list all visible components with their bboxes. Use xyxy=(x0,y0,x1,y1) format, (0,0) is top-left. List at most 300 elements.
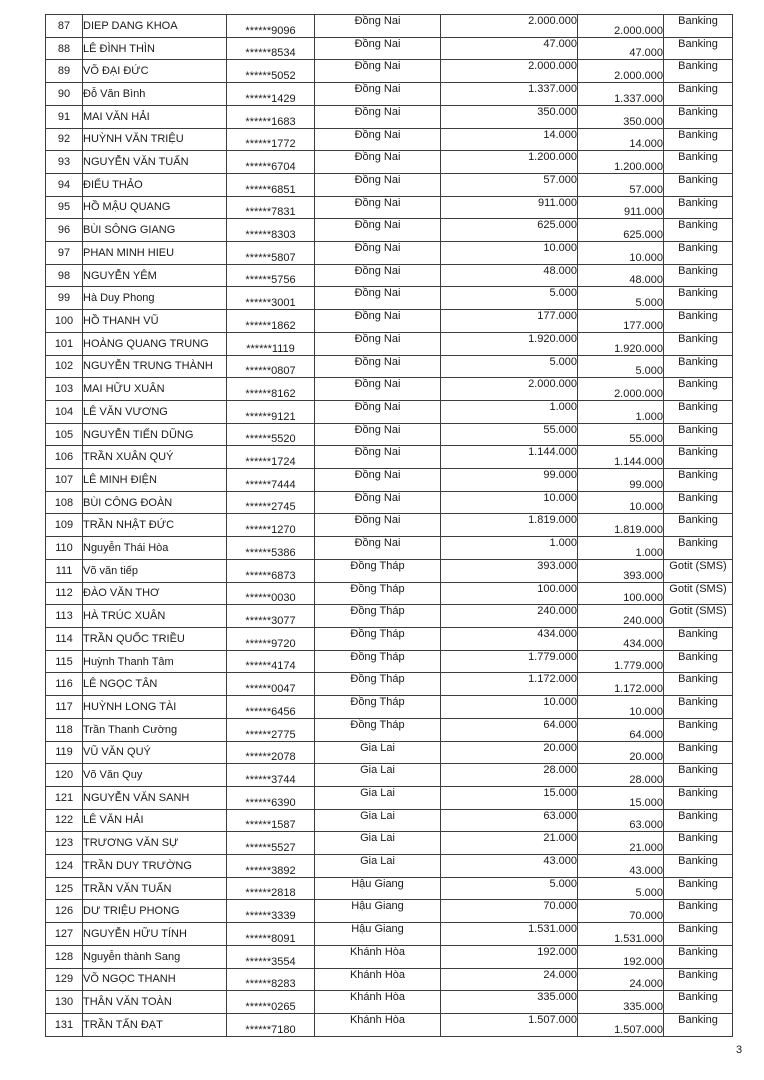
row-number: 111 xyxy=(46,559,83,582)
table-row xyxy=(46,764,733,787)
masked-account: ******1683 xyxy=(227,105,315,128)
masked-account: ******1429 xyxy=(227,83,315,106)
province: Đồng Nai xyxy=(315,469,441,492)
recipient-name: TRẦN TẤN ĐẠT xyxy=(83,1013,227,1036)
amount-paid: 2.000.000 xyxy=(578,15,664,38)
recipient-name: TRẦN NHẬT ĐỨC xyxy=(83,514,227,537)
amount-paid: 99.000 xyxy=(578,469,664,492)
row-number: 96 xyxy=(46,219,83,242)
amount-requested: 1.200.000 xyxy=(441,151,578,174)
amount-requested: 10.000 xyxy=(441,242,578,265)
amount-requested: 1.819.000 xyxy=(441,514,578,537)
row-number: 106 xyxy=(46,446,83,469)
amount-paid: 1.507.000 xyxy=(578,1013,664,1036)
amount-paid: 350.000 xyxy=(578,105,664,128)
payment-method: Banking xyxy=(664,151,733,174)
masked-account: ******0030 xyxy=(227,582,315,605)
amount-requested: 1.531.000 xyxy=(441,923,578,946)
masked-account: ******3077 xyxy=(227,605,315,628)
masked-account: ******2775 xyxy=(227,718,315,741)
amount-paid: 1.172.000 xyxy=(578,673,664,696)
amount-paid: 1.819.000 xyxy=(578,514,664,537)
amount-requested: 70.000 xyxy=(441,900,578,923)
amount-paid: 5.000 xyxy=(578,877,664,900)
recipient-name: HỒ THANH VŨ xyxy=(83,310,227,333)
masked-account: ******2078 xyxy=(227,741,315,764)
payment-method: Banking xyxy=(664,514,733,537)
amount-paid: 15.000 xyxy=(578,786,664,809)
payment-method: Banking xyxy=(664,696,733,719)
masked-account: ******0807 xyxy=(227,355,315,378)
table-row xyxy=(46,60,733,83)
recipient-name: PHAN MINH HIEU xyxy=(83,242,227,265)
masked-account: ******8283 xyxy=(227,968,315,991)
table-row xyxy=(46,332,733,355)
masked-account: ******8091 xyxy=(227,923,315,946)
amount-paid: 100.000 xyxy=(578,582,664,605)
amount-requested: 20.000 xyxy=(441,741,578,764)
recipient-name: HÀ TRÚC XUÂN xyxy=(83,605,227,628)
recipient-name: TRƯƠNG VĂN SỰ xyxy=(83,832,227,855)
amount-requested: 28.000 xyxy=(441,764,578,787)
recipient-name: Trần Thanh Cường xyxy=(83,718,227,741)
masked-account: ******5756 xyxy=(227,264,315,287)
row-number: 108 xyxy=(46,491,83,514)
masked-account: ******9096 xyxy=(227,15,315,38)
row-number: 102 xyxy=(46,355,83,378)
amount-requested: 1.172.000 xyxy=(441,673,578,696)
province: Đồng Tháp xyxy=(315,559,441,582)
amount-paid: 10.000 xyxy=(578,491,664,514)
recipient-name: VÕ ĐẠI ĐỨC xyxy=(83,60,227,83)
amount-paid: 70.000 xyxy=(578,900,664,923)
table-row xyxy=(46,968,733,991)
amount-requested: 47.000 xyxy=(441,37,578,60)
amount-requested: 24.000 xyxy=(441,968,578,991)
table-row xyxy=(46,423,733,446)
amount-requested: 1.507.000 xyxy=(441,1013,578,1036)
amount-paid: 1.200.000 xyxy=(578,151,664,174)
masked-account: ******6704 xyxy=(227,151,315,174)
amount-requested: 5.000 xyxy=(441,877,578,900)
row-number: 92 xyxy=(46,128,83,151)
table-row xyxy=(46,446,733,469)
province: Đồng Tháp xyxy=(315,696,441,719)
table-row xyxy=(46,650,733,673)
table-row xyxy=(46,219,733,242)
row-number: 97 xyxy=(46,242,83,265)
province: Đồng Nai xyxy=(315,378,441,401)
recipient-name: MAI HỮU XUÂN xyxy=(83,378,227,401)
table-row xyxy=(46,900,733,923)
amount-requested: 1.144.000 xyxy=(441,446,578,469)
table-row xyxy=(46,15,733,38)
table-row xyxy=(46,287,733,310)
table-row xyxy=(46,809,733,832)
amount-requested: 911.000 xyxy=(441,196,578,219)
payment-method: Banking xyxy=(664,242,733,265)
table-row xyxy=(46,196,733,219)
table-row xyxy=(46,378,733,401)
payment-method: Banking xyxy=(664,900,733,923)
row-number: 128 xyxy=(46,945,83,968)
payment-method: Banking xyxy=(664,128,733,151)
row-number: 101 xyxy=(46,332,83,355)
province: Đồng Nai xyxy=(315,287,441,310)
recipient-name: ĐÀO VĂN THƠ xyxy=(83,582,227,605)
table-row xyxy=(46,355,733,378)
page-number: 3 xyxy=(736,1044,743,1056)
province: Đồng Tháp xyxy=(315,650,441,673)
table-row xyxy=(46,105,733,128)
recipient-name: LÊ VĂN VƯƠNG xyxy=(83,400,227,423)
amount-requested: 2.000.000 xyxy=(441,60,578,83)
province: Đồng Nai xyxy=(315,332,441,355)
payment-method: Banking xyxy=(664,310,733,333)
table-row xyxy=(46,151,733,174)
recipient-name: BÙI CÔNG ĐOÀN xyxy=(83,491,227,514)
recipient-name: Đỗ Văn Bình xyxy=(83,83,227,106)
masked-account: ******3001 xyxy=(227,287,315,310)
amount-paid: 64.000 xyxy=(578,718,664,741)
province: Đồng Tháp xyxy=(315,582,441,605)
amount-requested: 5.000 xyxy=(441,355,578,378)
table-row xyxy=(46,605,733,628)
row-number: 93 xyxy=(46,151,83,174)
province: Đồng Nai xyxy=(315,310,441,333)
amount-paid: 55.000 xyxy=(578,423,664,446)
payment-method: Banking xyxy=(664,105,733,128)
amount-paid: 20.000 xyxy=(578,741,664,764)
table-row xyxy=(46,469,733,492)
province: Đồng Nai xyxy=(315,15,441,38)
province: Đồng Nai xyxy=(315,151,441,174)
table-row xyxy=(46,491,733,514)
payment-method: Banking xyxy=(664,400,733,423)
payment-method: Banking xyxy=(664,718,733,741)
table-row xyxy=(46,786,733,809)
recipient-name: TRẦN VĂN TUẤN xyxy=(83,877,227,900)
payment-method: Banking xyxy=(664,83,733,106)
amount-requested: 64.000 xyxy=(441,718,578,741)
masked-account: ******7444 xyxy=(227,469,315,492)
province: Đồng Nai xyxy=(315,264,441,287)
province: Đồng Nai xyxy=(315,60,441,83)
payment-method: Banking xyxy=(664,673,733,696)
province: Đồng Nai xyxy=(315,83,441,106)
masked-account: ******9121 xyxy=(227,400,315,423)
row-number: 98 xyxy=(46,264,83,287)
row-number: 116 xyxy=(46,673,83,696)
masked-account: ******1270 xyxy=(227,514,315,537)
recipient-name: HOÀNG QUANG TRUNG xyxy=(83,332,227,355)
recipient-name: NGUYỄN TIẾN DŨNG xyxy=(83,423,227,446)
table-row xyxy=(46,559,733,582)
row-number: 117 xyxy=(46,696,83,719)
province: Đồng Nai xyxy=(315,537,441,560)
table-row xyxy=(46,877,733,900)
province: Đồng Nai xyxy=(315,173,441,196)
row-number: 99 xyxy=(46,287,83,310)
amount-paid: 5.000 xyxy=(578,355,664,378)
amount-paid: 192.000 xyxy=(578,945,664,968)
row-number: 125 xyxy=(46,877,83,900)
row-number: 91 xyxy=(46,105,83,128)
table-row xyxy=(46,264,733,287)
recipient-name: NGUYỄN VĂN TUẤN xyxy=(83,151,227,174)
province: Đồng Tháp xyxy=(315,605,441,628)
amount-requested: 1.000 xyxy=(441,537,578,560)
recipient-name: THÂN VĂN TOÀN xyxy=(83,991,227,1014)
masked-account: ******4174 xyxy=(227,650,315,673)
recipient-name: HỒ MẬU QUANG xyxy=(83,196,227,219)
province: Khánh Hòa xyxy=(315,968,441,991)
amount-paid: 14.000 xyxy=(578,128,664,151)
row-number: 112 xyxy=(46,582,83,605)
payment-method: Banking xyxy=(664,1013,733,1036)
payment-method: Banking xyxy=(664,809,733,832)
recipient-name: NGUYỄN TRUNG THÀNH xyxy=(83,355,227,378)
amount-requested: 335.000 xyxy=(441,991,578,1014)
province: Khánh Hòa xyxy=(315,1013,441,1036)
amount-paid: 240.000 xyxy=(578,605,664,628)
masked-account: ******6851 xyxy=(227,173,315,196)
recipient-name: Võ Văn Quy xyxy=(83,764,227,787)
recipient-name: NGUYỄN VĂN SANH xyxy=(83,786,227,809)
amount-paid: 5.000 xyxy=(578,287,664,310)
province: Đồng Nai xyxy=(315,128,441,151)
table-row xyxy=(46,832,733,855)
payment-method: Banking xyxy=(664,650,733,673)
recipient-name: TRẦN DUY TRƯỜNG xyxy=(83,855,227,878)
table-row xyxy=(46,923,733,946)
payment-method: Banking xyxy=(664,37,733,60)
payment-method: Banking xyxy=(664,378,733,401)
amount-paid: 911.000 xyxy=(578,196,664,219)
amount-paid: 1.779.000 xyxy=(578,650,664,673)
masked-account: ******3892 xyxy=(227,855,315,878)
masked-account: ******6873 xyxy=(227,559,315,582)
row-number: 129 xyxy=(46,968,83,991)
province: Đồng Tháp xyxy=(315,673,441,696)
amount-paid: 10.000 xyxy=(578,696,664,719)
amount-paid: 10.000 xyxy=(578,242,664,265)
recipient-name: LÊ ĐÌNH THÌN xyxy=(83,37,227,60)
table-row xyxy=(46,173,733,196)
table-row xyxy=(46,991,733,1014)
recipient-name: NGUYỄN YÊM xyxy=(83,264,227,287)
amount-paid: 177.000 xyxy=(578,310,664,333)
payment-method: Banking xyxy=(664,355,733,378)
recipient-name: Huỳnh Thanh Tâm xyxy=(83,650,227,673)
masked-account: ******3554 xyxy=(227,945,315,968)
amount-requested: 99.000 xyxy=(441,469,578,492)
row-number: 90 xyxy=(46,83,83,106)
masked-account: ******1772 xyxy=(227,128,315,151)
row-number: 100 xyxy=(46,310,83,333)
province: Gia Lai xyxy=(315,809,441,832)
row-number: 122 xyxy=(46,809,83,832)
payment-method: Gotit (SMS) xyxy=(664,605,733,628)
recipient-name: Hà Duy Phong xyxy=(83,287,227,310)
masked-account: ******6456 xyxy=(227,696,315,719)
masked-account: ******1862 xyxy=(227,310,315,333)
amount-requested: 2.000.000 xyxy=(441,378,578,401)
table-row xyxy=(46,37,733,60)
recipient-name: TRẦN XUÂN QUÝ xyxy=(83,446,227,469)
masked-account: ******8534 xyxy=(227,37,315,60)
row-number: 124 xyxy=(46,855,83,878)
row-number: 103 xyxy=(46,378,83,401)
amount-requested: 177.000 xyxy=(441,310,578,333)
row-number: 95 xyxy=(46,196,83,219)
amount-requested: 57.000 xyxy=(441,173,578,196)
recipient-name: ĐIỂU THẢO xyxy=(83,173,227,196)
payment-method: Banking xyxy=(664,741,733,764)
payment-method: Banking xyxy=(664,219,733,242)
payment-method: Banking xyxy=(664,491,733,514)
province: Đồng Tháp xyxy=(315,627,441,650)
row-number: 87 xyxy=(46,15,83,38)
amount-requested: 15.000 xyxy=(441,786,578,809)
payment-method: Banking xyxy=(664,786,733,809)
province: Đồng Nai xyxy=(315,242,441,265)
recipient-name: MAI VĂN HẢI xyxy=(83,105,227,128)
amount-requested: 48.000 xyxy=(441,264,578,287)
masked-account: ******7180 xyxy=(227,1013,315,1036)
table-row xyxy=(46,582,733,605)
province: Đồng Nai xyxy=(315,196,441,219)
amount-paid: 24.000 xyxy=(578,968,664,991)
table-row xyxy=(46,673,733,696)
amount-requested: 100.000 xyxy=(441,582,578,605)
table-row xyxy=(46,1013,733,1036)
recipient-name: LÊ VĂN HẢI xyxy=(83,809,227,832)
recipient-name: LÊ MINH ĐIỆN xyxy=(83,469,227,492)
payment-method: Banking xyxy=(664,469,733,492)
table-row xyxy=(46,400,733,423)
row-number: 89 xyxy=(46,60,83,83)
province: Đồng Nai xyxy=(315,491,441,514)
province: Đồng Nai xyxy=(315,355,441,378)
amount-paid: 393.000 xyxy=(578,559,664,582)
payment-method: Banking xyxy=(664,764,733,787)
recipient-name: DƯ TRIỆU PHONG xyxy=(83,900,227,923)
payment-method: Banking xyxy=(664,877,733,900)
row-number: 113 xyxy=(46,605,83,628)
recipient-name: VŨ VĂN QUÝ xyxy=(83,741,227,764)
province: Hậu Giang xyxy=(315,923,441,946)
row-number: 126 xyxy=(46,900,83,923)
masked-account: ******5052 xyxy=(227,60,315,83)
row-number: 119 xyxy=(46,741,83,764)
payment-method: Banking xyxy=(664,60,733,83)
payment-method: Gotit (SMS) xyxy=(664,559,733,582)
table-row xyxy=(46,696,733,719)
province: Khánh Hòa xyxy=(315,991,441,1014)
province: Đồng Nai xyxy=(315,219,441,242)
amount-requested: 21.000 xyxy=(441,832,578,855)
masked-account: ******1119 xyxy=(227,332,315,355)
payment-method: Banking xyxy=(664,15,733,38)
province: Hậu Giang xyxy=(315,900,441,923)
masked-account: ******3339 xyxy=(227,900,315,923)
province: Đồng Nai xyxy=(315,446,441,469)
amount-paid: 21.000 xyxy=(578,832,664,855)
payment-method: Gotit (SMS) xyxy=(664,582,733,605)
payments-table xyxy=(45,14,733,1037)
amount-requested: 14.000 xyxy=(441,128,578,151)
recipient-name: HUỲNH VĂN TRIỆU xyxy=(83,128,227,151)
amount-requested: 350.000 xyxy=(441,105,578,128)
payments-table-body xyxy=(46,15,733,1037)
recipient-name: Võ văn tiếp xyxy=(83,559,227,582)
row-number: 121 xyxy=(46,786,83,809)
recipient-name: TRẦN QUỐC TRIỀU xyxy=(83,627,227,650)
payment-method: Banking xyxy=(664,446,733,469)
masked-account: ******1587 xyxy=(227,809,315,832)
row-number: 88 xyxy=(46,37,83,60)
row-number: 109 xyxy=(46,514,83,537)
payment-method: Banking xyxy=(664,196,733,219)
payment-method: Banking xyxy=(664,855,733,878)
row-number: 131 xyxy=(46,1013,83,1036)
payment-method: Banking xyxy=(664,923,733,946)
amount-paid: 1.000 xyxy=(578,537,664,560)
masked-account: ******9720 xyxy=(227,627,315,650)
amount-requested: 434.000 xyxy=(441,627,578,650)
amount-requested: 5.000 xyxy=(441,287,578,310)
table-row xyxy=(46,945,733,968)
table-row xyxy=(46,83,733,106)
table-row xyxy=(46,242,733,265)
row-number: 115 xyxy=(46,650,83,673)
amount-requested: 10.000 xyxy=(441,491,578,514)
table-row xyxy=(46,128,733,151)
row-number: 114 xyxy=(46,627,83,650)
amount-paid: 1.337.000 xyxy=(578,83,664,106)
amount-requested: 43.000 xyxy=(441,855,578,878)
amount-paid: 63.000 xyxy=(578,809,664,832)
recipient-name: BÙI SÔNG GIANG xyxy=(83,219,227,242)
row-number: 123 xyxy=(46,832,83,855)
amount-paid: 1.144.000 xyxy=(578,446,664,469)
amount-paid: 43.000 xyxy=(578,855,664,878)
amount-requested: 55.000 xyxy=(441,423,578,446)
recipient-name: NGUYỄN HỮU TÍNH xyxy=(83,923,227,946)
province: Gia Lai xyxy=(315,764,441,787)
amount-paid: 2.000.000 xyxy=(578,60,664,83)
payment-method: Banking xyxy=(664,991,733,1014)
payment-method: Banking xyxy=(664,173,733,196)
amount-paid: 335.000 xyxy=(578,991,664,1014)
amount-paid: 434.000 xyxy=(578,627,664,650)
amount-paid: 47.000 xyxy=(578,37,664,60)
province: Hậu Giang xyxy=(315,877,441,900)
table-row xyxy=(46,537,733,560)
province: Đồng Nai xyxy=(315,423,441,446)
row-number: 104 xyxy=(46,400,83,423)
amount-requested: 2.000.000 xyxy=(441,15,578,38)
province: Đồng Nai xyxy=(315,400,441,423)
amount-requested: 625.000 xyxy=(441,219,578,242)
province: Đồng Tháp xyxy=(315,718,441,741)
masked-account: ******2818 xyxy=(227,877,315,900)
masked-account: ******1724 xyxy=(227,446,315,469)
recipient-name: LÊ NGỌC TÂN xyxy=(83,673,227,696)
masked-account: ******5520 xyxy=(227,423,315,446)
masked-account: ******0047 xyxy=(227,673,315,696)
